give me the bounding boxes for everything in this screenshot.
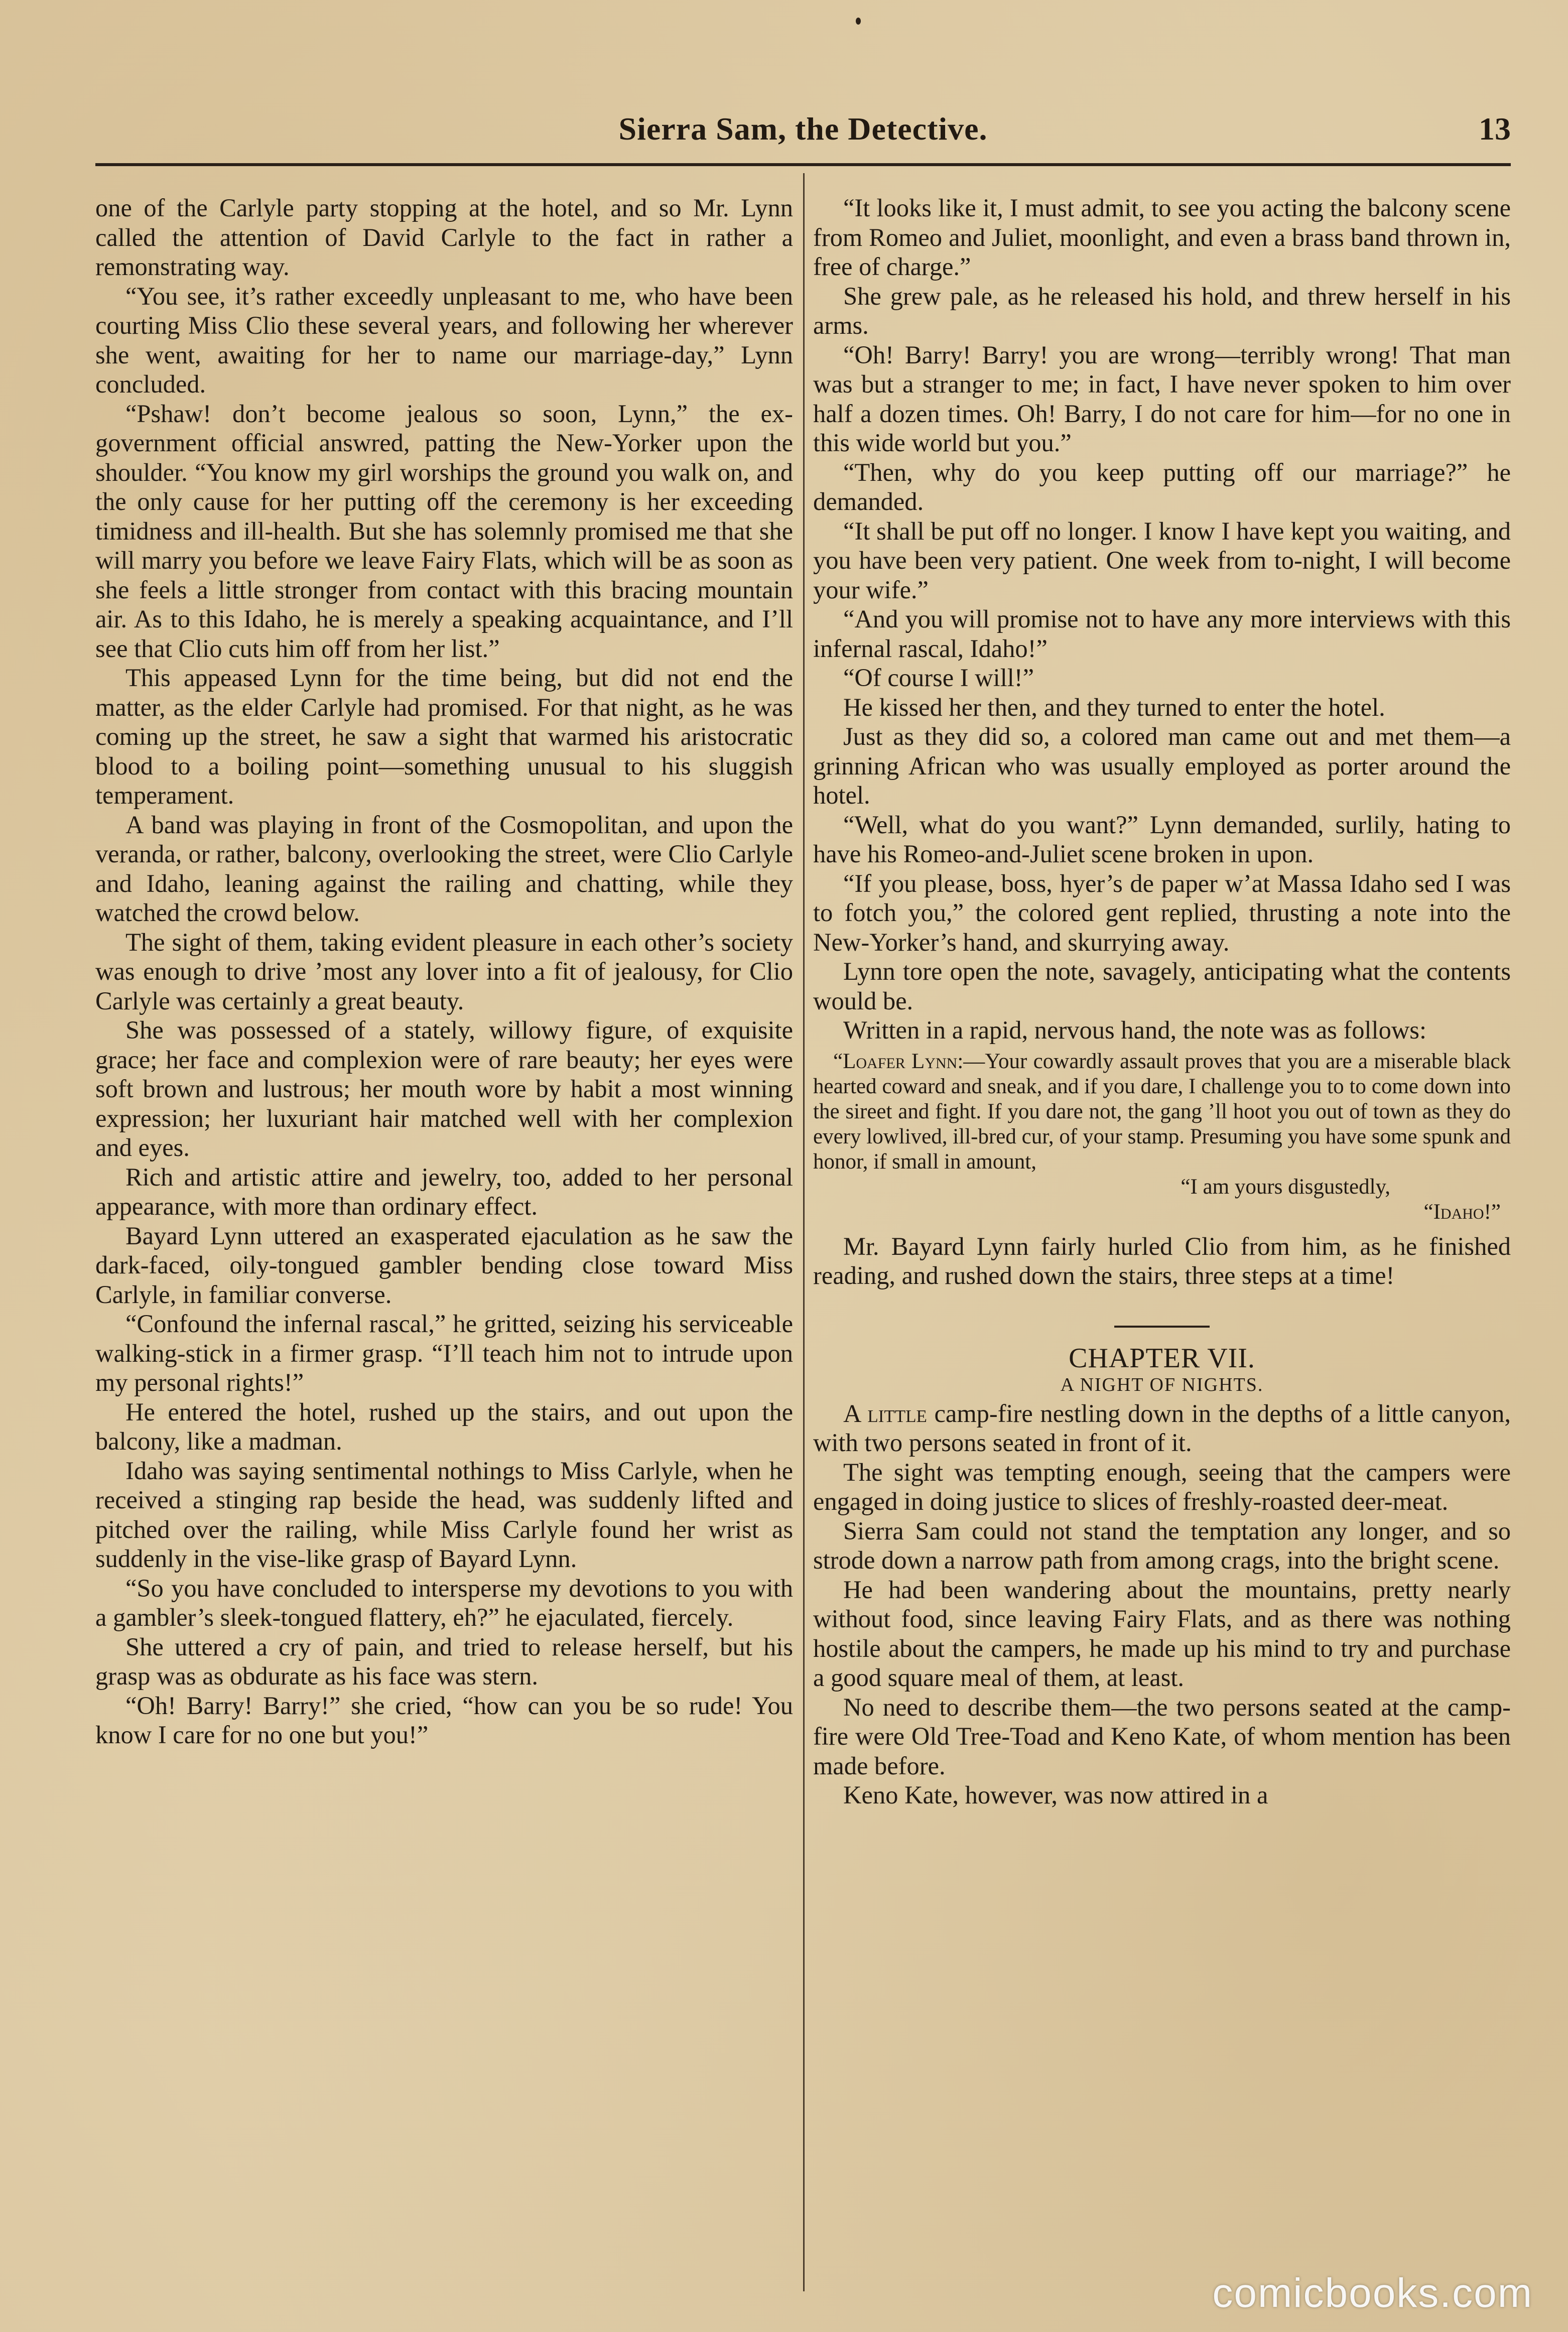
paragraph: She uttered a cry of pain, and tried to release herself, but his grasp was as obdurate as his face was stern. bbox=[95, 1632, 793, 1690]
paragraph: “It looks like it, I must admit, to see you acting the balcony scene from Romeo and Juliet, moonlight, and even a brass band thrown in, free of charge.” bbox=[813, 194, 1511, 281]
chapter-first-paragraph-text: camp-fire nestling down in the depths of a little canyon, with two persons seated in front of it. bbox=[813, 1399, 1511, 1457]
paragraph: “Oh! Barry! Barry!” she cried, “how can you be so rude! You know I care for no one but you!” bbox=[95, 1691, 793, 1749]
paragraph: She grew pale, as he released his hold, and threw herself in his arms. bbox=[813, 282, 1511, 339]
paragraph: The sight was tempting enough, seeing that the campers were engaged in doing justice to slices of freshly-roasted deer-meat. bbox=[813, 1458, 1511, 1515]
chapter-first-paragraph bbox=[813, 1399, 1511, 1458]
chapter-subtitle: A NIGHT OF NIGHTS. bbox=[1060, 1374, 1264, 1395]
paragraph: Rich and artistic attire and jewelry, too, added to her personal appearance, with more than ordinary effect. bbox=[95, 1162, 793, 1220]
paragraph: No need to describe them—the two persons seated at the camp-fire were Old Tree-Toad and Keno Kate, of whom mention has been made before. bbox=[813, 1693, 1511, 1780]
paragraph: one of the Carlyle party stopping at the hotel, and so Mr. Lynn called the attention of David Carlyle to the fact in rather a remonstrating way. bbox=[95, 194, 793, 281]
paragraph: “Pshaw! don’t become jealous so soon, Lynn,” the ex-government official answred, patting the New-Yorker upon the shoulder. “You know my girl worships the ground you walk on, and the only cause for her putting off the ceremony is her exceeding timidness and ill-health. But she has solemnly promised me that she will marry you before we leave Fairy Flats, which will be as soon as she feels a little stronger from contact with this bracing mountain air. As to this Idaho, he is merely a speaking acquaintance, and I’ll see that Clio cuts him off from her list.” bbox=[95, 399, 793, 663]
watermark: comicbooks.com bbox=[1212, 2270, 1533, 2316]
note-signature: “Idaho!” bbox=[1423, 1200, 1501, 1224]
ink-speck bbox=[856, 18, 861, 25]
note-salutation: “Loafer Lynn: bbox=[833, 1049, 964, 1073]
paragraph: He kissed her then, and they turned to enter the hotel. bbox=[843, 693, 1385, 721]
idaho-note bbox=[813, 1049, 1511, 1225]
paragraph: “So you have concluded to intersperse my devotions to you with a gambler’s sleek-tongued flattery, eh?” he ejaculated, fiercely. bbox=[95, 1574, 793, 1631]
paragraph: Sierra Sam could not stand the temptation any longer, and so strode down a narrow path from among crags, into the bright scene. bbox=[813, 1516, 1511, 1574]
page-number: 13 bbox=[1479, 111, 1511, 147]
paragraph: A band was playing in front of the Cosmopolitan, and upon the veranda, or rather, balcony, overlooking the street, were Clio Carlyle and Idaho, leaning against the railing and chatting, while they watched the crowd below. bbox=[95, 810, 793, 927]
paragraph: “It shall be put off no longer. I know I have kept you waiting, and you have been very patient. One week from to-night, I will become your wife.” bbox=[813, 516, 1511, 604]
note-closing: “I am yours disgustedly, bbox=[1181, 1175, 1390, 1199]
paragraph: She was possessed of a stately, willowy figure, of exquisite grace; her face and complexion were of rare beauty; her eyes were soft brown and lustrous; her mouth wore by habit a most winning expression; her luxuriant hair matched well with her complexion and eyes. bbox=[95, 1016, 793, 1161]
left-column bbox=[95, 193, 793, 1750]
paragraph: Idaho was saying sentimental nothings to Miss Carlyle, when he received a stinging rap beside the head, was suddenly lifted and pitched over the railing, while Miss Carlyle found her wrist as suddenly in the vise-like grasp of Bayard Lynn. bbox=[95, 1456, 793, 1573]
paragraph: The sight of them, taking evident pleasure in each other’s society was enough to drive ’most any lover into a fit of jealousy, for Clio Carlyle was certainly a great beauty. bbox=[95, 928, 793, 1015]
paragraph: “If you please, boss, hyer’s de paper w’at Massa Idaho sed I was to fotch you,” the colored gent replied, thrusting a note into the New-Yorker’s hand, and skurrying away. bbox=[813, 869, 1511, 956]
paragraph: “And you will promise not to have any more interviews with this infernal rascal, Idaho!” bbox=[813, 605, 1511, 663]
note-body bbox=[813, 1049, 1511, 1175]
paragraph: Keno Kate, however, was now attired in a bbox=[843, 1781, 1268, 1809]
paragraph: “Of course I will!” bbox=[843, 664, 1034, 692]
paragraph: He had been wandering about the mountains, pretty nearly without food, since leaving Fairy Flats, and as there was nothing hostile about the campers, he made up his mind to try and purchase a good square meal of them, at least. bbox=[813, 1575, 1511, 1692]
paragraph: “Well, what do you want?” Lynn demanded, surlily, hating to have his Romeo-and-Juliet scene broken in upon. bbox=[813, 810, 1511, 868]
chapter-lead-words: A little bbox=[843, 1399, 927, 1428]
paragraph: Lynn tore open the note, savagely, anticipating what the contents would be. bbox=[813, 957, 1511, 1015]
right-column bbox=[813, 193, 1511, 1810]
paragraph: Bayard Lynn uttered an exasperated ejaculation as he saw the dark-faced, oily-tongued gambler bending close toward Miss Carlyle, in familiar converse. bbox=[95, 1221, 793, 1309]
paragraph: Written in a rapid, nervous hand, the note was as follows: bbox=[843, 1016, 1426, 1044]
paragraph: Mr. Bayard Lynn fairly hurled Clio from him, as he finished reading, and rushed down the stairs, three steps at a time! bbox=[813, 1232, 1511, 1289]
column-divider bbox=[803, 173, 805, 2291]
chapter-rule bbox=[1114, 1326, 1210, 1328]
running-title: Sierra Sam, the Detective. bbox=[618, 111, 988, 147]
chapter-title: CHAPTER VII. bbox=[1069, 1342, 1255, 1374]
paragraph: He entered the hotel, rushed up the stairs, and out upon the balcony, like a madman. bbox=[95, 1397, 793, 1455]
paragraph: This appeased Lynn for the time being, but did not end the matter, as the elder Carlyle had promised. For that night, as he was coming up the street, he saw a sight that warmed his aristocratic blood to a boiling point—something unusual to his sluggish temperament. bbox=[95, 664, 793, 809]
paragraph: “Then, why do you keep putting off our marriage?” he demanded. bbox=[813, 458, 1511, 515]
paragraph: Just as they did so, a colored man came out and met them—a grinning African who was usually employed as porter around the hotel. bbox=[813, 722, 1511, 809]
paragraph: “Oh! Barry! Barry! you are wrong—terribly wrong! That man was but a stranger to me; in fact, I have never spoken to him over half a dozen times. Oh! Barry, I do not care for him—for no one in this wide world but you.” bbox=[813, 340, 1511, 457]
page-header bbox=[95, 100, 1511, 156]
paragraph: “You see, it’s rather exceedly unpleasant to me, who have been courting Miss Clio these several years, and following her wherever she went, awaiting for her to name our marriage-day,” Lynn concluded. bbox=[95, 282, 793, 398]
paragraph: “Confound the infernal rascal,” he gritted, seizing his serviceable walking-stick in a firmer grasp. “I’ll teach him not to intrude upon my personal rights!” bbox=[95, 1310, 793, 1396]
header-rule bbox=[95, 163, 1511, 166]
note-text: —Your cowardly assault proves that you are a miserable black hearted coward and sneak, and if you dare, I challenge you to to come down into the sireet and fight. If you dare not, the gang ’ll hoot you out of town as they do every lowlived, ill-bred cur, of your stamp. Presuming you have some spunk and honor, if small in amount, bbox=[813, 1049, 1511, 1174]
